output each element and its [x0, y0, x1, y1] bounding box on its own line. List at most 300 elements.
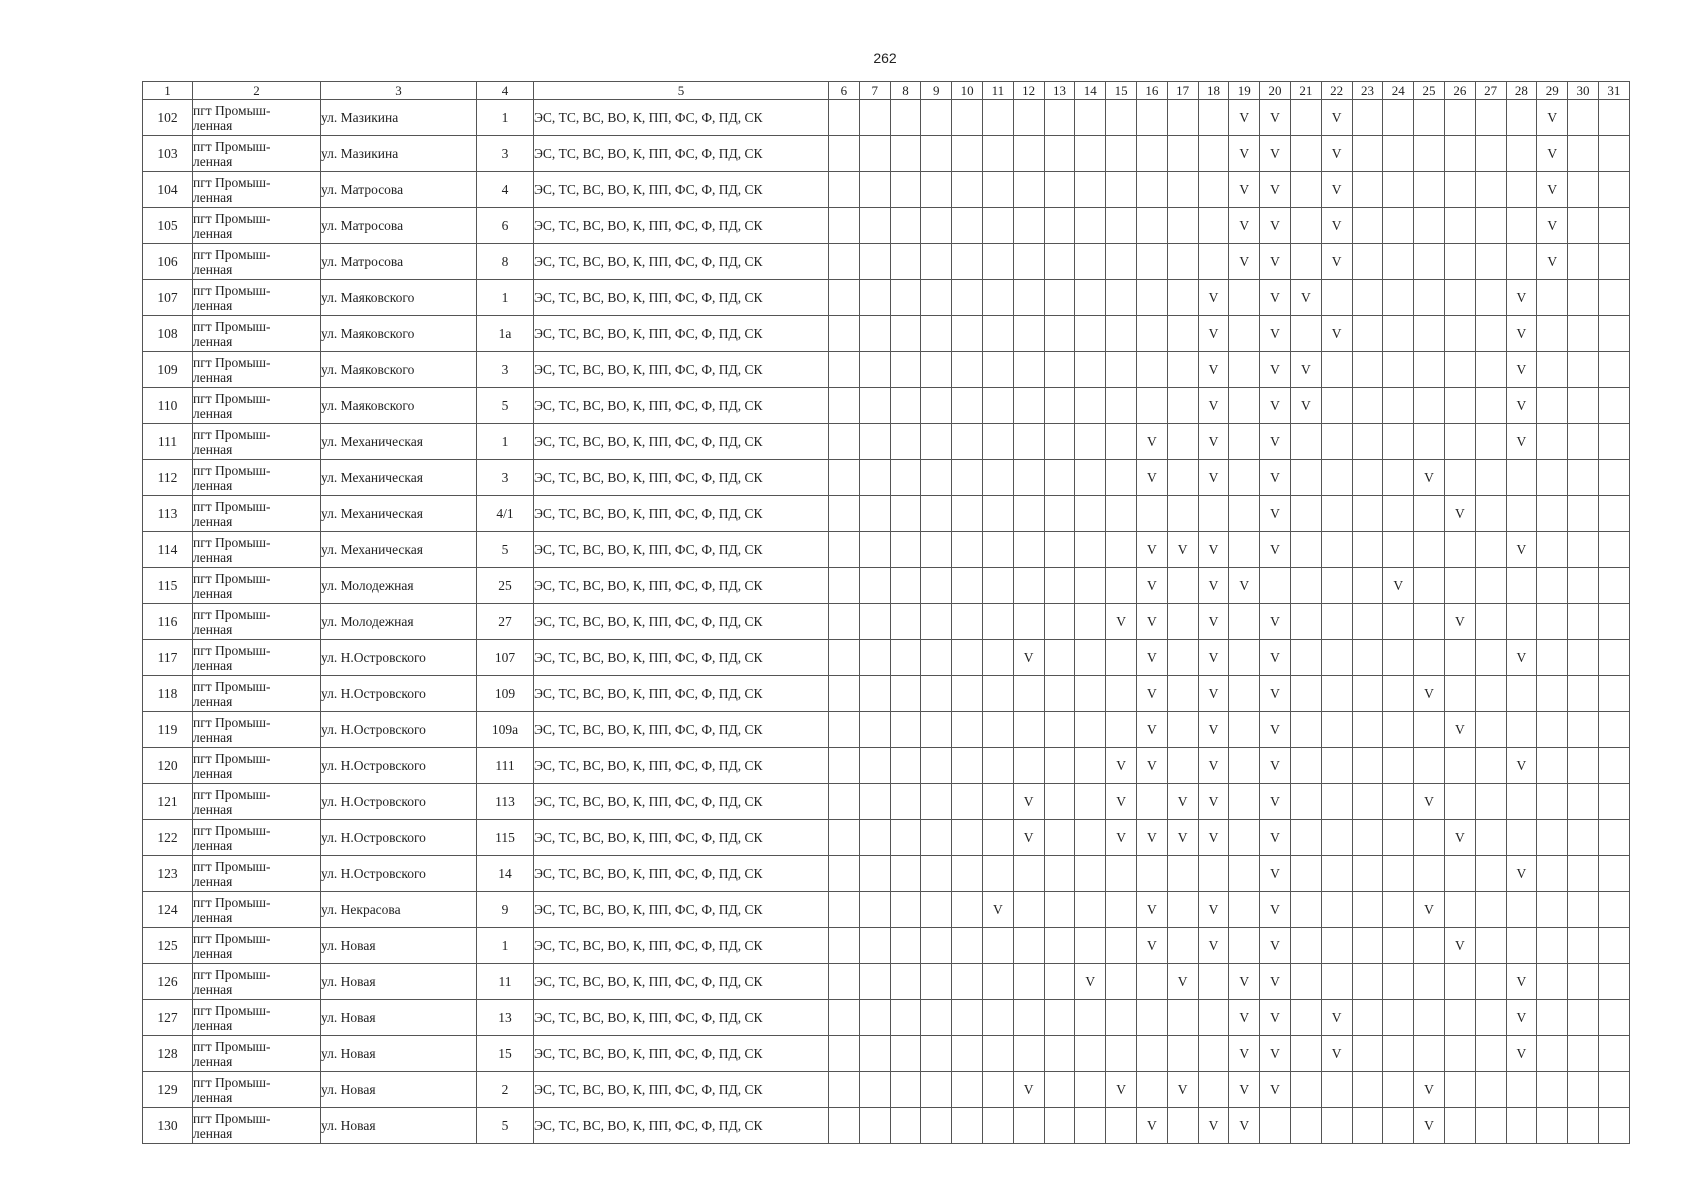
check-mark: V: [1260, 784, 1291, 820]
empty-cell: [1013, 136, 1044, 172]
check-mark: V: [1167, 964, 1198, 1000]
empty-cell: [1506, 820, 1537, 856]
empty-cell: [1044, 748, 1075, 784]
empty-cell: [829, 568, 860, 604]
empty-cell: [1044, 712, 1075, 748]
empty-cell: [1568, 208, 1599, 244]
table-header: [143, 82, 1630, 100]
empty-cell: [1321, 568, 1352, 604]
empty-cell: [1229, 676, 1260, 712]
empty-cell: [1229, 928, 1260, 964]
empty-cell: [1013, 1036, 1044, 1072]
check-mark: V: [1167, 1072, 1198, 1108]
empty-cell: [829, 1036, 860, 1072]
empty-cell: [1444, 892, 1475, 928]
empty-cell: [829, 604, 860, 640]
empty-cell: [1352, 244, 1383, 280]
empty-cell: [1537, 352, 1568, 388]
empty-cell: [829, 964, 860, 1000]
empty-cell: [952, 892, 983, 928]
locality-text: ленная: [193, 585, 233, 601]
empty-cell: [1414, 964, 1445, 1000]
empty-cell: [829, 676, 860, 712]
empty-cell: [1414, 496, 1445, 532]
locality-text: ленная: [193, 621, 233, 637]
empty-cell: [1475, 892, 1506, 928]
empty-cell: [1444, 640, 1475, 676]
locality-text: ленная: [193, 261, 233, 277]
systems-cell: ЭС, ТС, ВС, ВО, К, ПП, ФС, Ф, ПД, СК: [534, 892, 829, 928]
check-mark: V: [1136, 676, 1167, 712]
empty-cell: [1321, 820, 1352, 856]
house-cell: 109а: [477, 712, 534, 748]
check-mark: V: [1414, 676, 1445, 712]
check-mark: V: [1106, 748, 1137, 784]
check-mark: V: [1229, 1072, 1260, 1108]
empty-cell: [952, 100, 983, 136]
locality-text: пгт Промыш-: [193, 426, 271, 442]
locality-cell: [193, 964, 321, 1000]
locality-text: ленная: [193, 333, 233, 349]
locality-cell: [193, 424, 321, 460]
empty-cell: [1414, 136, 1445, 172]
empty-cell: [1383, 208, 1414, 244]
empty-cell: [1444, 676, 1475, 712]
empty-cell: [1383, 172, 1414, 208]
empty-cell: [1444, 244, 1475, 280]
locality-cell: [193, 460, 321, 496]
empty-cell: [1475, 712, 1506, 748]
check-mark: V: [1506, 352, 1537, 388]
check-mark: V: [1260, 280, 1291, 316]
empty-cell: [1229, 856, 1260, 892]
house-cell: 6: [477, 208, 534, 244]
street-cell: ул. Н.Островского: [321, 820, 477, 856]
empty-cell: [982, 1108, 1013, 1144]
check-mark: V: [1260, 352, 1291, 388]
check-mark: V: [1414, 784, 1445, 820]
systems-cell: ЭС, ТС, ВС, ВО, К, ПП, ФС, Ф, ПД, СК: [534, 604, 829, 640]
empty-cell: [982, 712, 1013, 748]
empty-cell: [1352, 424, 1383, 460]
locality-text: пгт Промыш-: [193, 786, 271, 802]
check-mark: V: [1414, 1072, 1445, 1108]
empty-cell: [1537, 1072, 1568, 1108]
empty-cell: [1044, 640, 1075, 676]
empty-cell: [952, 280, 983, 316]
house-cell: 109: [477, 676, 534, 712]
check-mark: V: [1537, 136, 1568, 172]
check-mark: V: [1198, 604, 1229, 640]
empty-cell: [859, 208, 890, 244]
check-mark: V: [1537, 100, 1568, 136]
empty-cell: [982, 244, 1013, 280]
empty-cell: [859, 964, 890, 1000]
check-mark: V: [1506, 424, 1537, 460]
empty-cell: [1598, 172, 1629, 208]
empty-cell: [1075, 604, 1106, 640]
locality-text: пгт Промыш-: [193, 966, 271, 982]
empty-cell: [1198, 496, 1229, 532]
empty-cell: [1537, 568, 1568, 604]
column-header-5: 5: [534, 82, 829, 100]
check-mark: V: [1260, 316, 1291, 352]
empty-cell: [1075, 280, 1106, 316]
empty-cell: [1013, 496, 1044, 532]
empty-cell: [1414, 388, 1445, 424]
register-table: [142, 81, 1630, 1144]
empty-cell: [1475, 640, 1506, 676]
empty-cell: [1568, 532, 1599, 568]
empty-cell: [1321, 640, 1352, 676]
empty-cell: [952, 784, 983, 820]
check-mark: V: [1290, 352, 1321, 388]
empty-cell: [952, 1000, 983, 1036]
empty-cell: [1136, 136, 1167, 172]
empty-cell: [1075, 1036, 1106, 1072]
locality-text: пгт Промыш-: [193, 174, 271, 190]
check-mark: V: [1321, 1036, 1352, 1072]
table-row: [143, 928, 1630, 964]
empty-cell: [890, 1000, 921, 1036]
empty-cell: [1537, 712, 1568, 748]
locality-text: пгт Промыш-: [193, 498, 271, 514]
empty-cell: [1013, 928, 1044, 964]
empty-cell: [1013, 316, 1044, 352]
empty-cell: [1290, 568, 1321, 604]
empty-cell: [829, 172, 860, 208]
empty-cell: [1414, 568, 1445, 604]
row-number: 102: [143, 100, 193, 136]
empty-cell: [952, 1072, 983, 1108]
empty-cell: [982, 280, 1013, 316]
empty-cell: [1075, 532, 1106, 568]
empty-cell: [1198, 1072, 1229, 1108]
empty-cell: [1506, 136, 1537, 172]
systems-cell: ЭС, ТС, ВС, ВО, К, ПП, ФС, Ф, ПД, СК: [534, 424, 829, 460]
check-mark: V: [1321, 208, 1352, 244]
empty-cell: [1475, 568, 1506, 604]
empty-cell: [1229, 460, 1260, 496]
empty-cell: [1075, 1108, 1106, 1144]
row-number: 103: [143, 136, 193, 172]
check-mark: V: [1444, 928, 1475, 964]
row-number: 105: [143, 208, 193, 244]
empty-cell: [982, 676, 1013, 712]
empty-cell: [1013, 1108, 1044, 1144]
check-mark: V: [1506, 532, 1537, 568]
empty-cell: [1598, 1072, 1629, 1108]
check-mark: V: [1260, 172, 1291, 208]
empty-cell: [1414, 424, 1445, 460]
check-mark: V: [1229, 964, 1260, 1000]
locality-text: ленная: [193, 981, 233, 997]
empty-cell: [921, 1036, 952, 1072]
street-cell: ул. Маяковского: [321, 280, 477, 316]
empty-cell: [1475, 748, 1506, 784]
locality-cell: [193, 352, 321, 388]
empty-cell: [1075, 928, 1106, 964]
empty-cell: [1598, 964, 1629, 1000]
empty-cell: [1106, 964, 1137, 1000]
locality-text: ленная: [193, 837, 233, 853]
house-cell: 4/1: [477, 496, 534, 532]
table-row: [143, 496, 1630, 532]
empty-cell: [1568, 352, 1599, 388]
empty-cell: [952, 568, 983, 604]
empty-cell: [1075, 676, 1106, 712]
empty-cell: [1136, 856, 1167, 892]
column-header-9: 9: [921, 82, 952, 100]
empty-cell: [982, 388, 1013, 424]
empty-cell: [1444, 856, 1475, 892]
empty-cell: [1568, 640, 1599, 676]
street-cell: ул. Молодежная: [321, 568, 477, 604]
locality-cell: [193, 712, 321, 748]
empty-cell: [1013, 964, 1044, 1000]
empty-cell: [1444, 136, 1475, 172]
empty-cell: [1537, 748, 1568, 784]
systems-cell: ЭС, ТС, ВС, ВО, К, ПП, ФС, Ф, ПД, СК: [534, 928, 829, 964]
empty-cell: [952, 928, 983, 964]
check-mark: V: [1106, 604, 1137, 640]
check-mark: V: [1106, 784, 1137, 820]
empty-cell: [1106, 892, 1137, 928]
empty-cell: [1568, 460, 1599, 496]
empty-cell: [1321, 964, 1352, 1000]
street-cell: ул. Маяковского: [321, 316, 477, 352]
check-mark: V: [1444, 604, 1475, 640]
empty-cell: [952, 712, 983, 748]
systems-cell: ЭС, ТС, ВС, ВО, К, ПП, ФС, Ф, ПД, СК: [534, 460, 829, 496]
empty-cell: [1044, 532, 1075, 568]
empty-cell: [952, 460, 983, 496]
check-mark: V: [1198, 676, 1229, 712]
empty-cell: [1075, 568, 1106, 604]
empty-cell: [1106, 712, 1137, 748]
systems-cell: ЭС, ТС, ВС, ВО, К, ПП, ФС, Ф, ПД, СК: [534, 856, 829, 892]
table-row: [143, 856, 1630, 892]
check-mark: V: [1537, 244, 1568, 280]
locality-text: ленная: [193, 117, 233, 133]
empty-cell: [1383, 856, 1414, 892]
empty-cell: [982, 496, 1013, 532]
empty-cell: [890, 496, 921, 532]
row-number: 125: [143, 928, 193, 964]
empty-cell: [1598, 532, 1629, 568]
empty-cell: [890, 352, 921, 388]
column-header-30: 30: [1568, 82, 1599, 100]
check-mark: V: [1260, 424, 1291, 460]
empty-cell: [1136, 172, 1167, 208]
empty-cell: [1106, 316, 1137, 352]
empty-cell: [1229, 280, 1260, 316]
empty-cell: [1290, 820, 1321, 856]
empty-cell: [890, 460, 921, 496]
empty-cell: [1290, 100, 1321, 136]
empty-cell: [1506, 604, 1537, 640]
empty-cell: [1106, 856, 1137, 892]
street-cell: ул. Матросова: [321, 208, 477, 244]
empty-cell: [890, 424, 921, 460]
empty-cell: [1044, 460, 1075, 496]
empty-cell: [1321, 748, 1352, 784]
column-header-10: 10: [952, 82, 983, 100]
empty-cell: [1444, 460, 1475, 496]
street-cell: ул. Механическая: [321, 532, 477, 568]
empty-cell: [859, 496, 890, 532]
table-row: [143, 568, 1630, 604]
check-mark: V: [1198, 460, 1229, 496]
house-cell: 1а: [477, 316, 534, 352]
check-mark: V: [1260, 820, 1291, 856]
empty-cell: [1136, 784, 1167, 820]
empty-cell: [829, 1000, 860, 1036]
empty-cell: [1290, 784, 1321, 820]
empty-cell: [1013, 892, 1044, 928]
empty-cell: [921, 604, 952, 640]
locality-text: ленная: [193, 729, 233, 745]
empty-cell: [1352, 208, 1383, 244]
locality-text: ленная: [193, 873, 233, 889]
systems-cell: ЭС, ТС, ВС, ВО, К, ПП, ФС, Ф, ПД, СК: [534, 964, 829, 1000]
empty-cell: [1106, 424, 1137, 460]
row-number: 130: [143, 1108, 193, 1144]
empty-cell: [1167, 388, 1198, 424]
empty-cell: [1568, 676, 1599, 712]
systems-cell: ЭС, ТС, ВС, ВО, К, ПП, ФС, Ф, ПД, СК: [534, 568, 829, 604]
check-mark: V: [1106, 820, 1137, 856]
empty-cell: [982, 1000, 1013, 1036]
empty-cell: [1506, 712, 1537, 748]
empty-cell: [1044, 784, 1075, 820]
check-mark: V: [1506, 640, 1537, 676]
systems-cell: ЭС, ТС, ВС, ВО, К, ПП, ФС, Ф, ПД, СК: [534, 1000, 829, 1036]
locality-text: пгт Промыш-: [193, 678, 271, 694]
table-body: [143, 100, 1630, 1144]
empty-cell: [1383, 604, 1414, 640]
empty-cell: [1136, 388, 1167, 424]
house-cell: 25: [477, 568, 534, 604]
empty-cell: [1568, 604, 1599, 640]
column-header-26: 26: [1444, 82, 1475, 100]
table-row: [143, 1000, 1630, 1036]
column-header-21: 21: [1290, 82, 1321, 100]
locality-cell: [193, 604, 321, 640]
empty-cell: [1444, 424, 1475, 460]
locality-text: ленная: [193, 1089, 233, 1105]
empty-cell: [1044, 1000, 1075, 1036]
street-cell: ул. Молодежная: [321, 604, 477, 640]
street-cell: ул. Н.Островского: [321, 712, 477, 748]
empty-cell: [1167, 1000, 1198, 1036]
empty-cell: [1167, 316, 1198, 352]
empty-cell: [1075, 496, 1106, 532]
locality-cell: [193, 748, 321, 784]
empty-cell: [1229, 424, 1260, 460]
empty-cell: [1167, 640, 1198, 676]
empty-cell: [1475, 172, 1506, 208]
systems-cell: ЭС, ТС, ВС, ВО, К, ПП, ФС, Ф, ПД, СК: [534, 280, 829, 316]
empty-cell: [1075, 136, 1106, 172]
check-mark: V: [1136, 748, 1167, 784]
empty-cell: [1598, 748, 1629, 784]
table-row: [143, 640, 1630, 676]
empty-cell: [1475, 424, 1506, 460]
check-mark: V: [1260, 712, 1291, 748]
locality-text: пгт Промыш-: [193, 1002, 271, 1018]
empty-cell: [1506, 100, 1537, 136]
empty-cell: [982, 532, 1013, 568]
empty-cell: [1044, 928, 1075, 964]
empty-cell: [1321, 928, 1352, 964]
empty-cell: [1075, 208, 1106, 244]
table-row: [143, 1072, 1630, 1108]
empty-cell: [1506, 568, 1537, 604]
empty-cell: [1568, 964, 1599, 1000]
locality-text: пгт Промыш-: [193, 534, 271, 550]
empty-cell: [1167, 496, 1198, 532]
empty-cell: [1075, 820, 1106, 856]
street-cell: ул. Н.Островского: [321, 784, 477, 820]
empty-cell: [859, 676, 890, 712]
empty-cell: [921, 172, 952, 208]
empty-cell: [1013, 244, 1044, 280]
row-number: 109: [143, 352, 193, 388]
house-cell: 5: [477, 532, 534, 568]
street-cell: ул. Н.Островского: [321, 676, 477, 712]
empty-cell: [1383, 1108, 1414, 1144]
locality-text: ленная: [193, 549, 233, 565]
check-mark: V: [1136, 1108, 1167, 1144]
empty-cell: [1568, 316, 1599, 352]
empty-cell: [1568, 820, 1599, 856]
empty-cell: [1537, 496, 1568, 532]
empty-cell: [1106, 244, 1137, 280]
empty-cell: [1568, 568, 1599, 604]
empty-cell: [1506, 172, 1537, 208]
empty-cell: [1568, 496, 1599, 532]
check-mark: V: [1167, 784, 1198, 820]
house-cell: 115: [477, 820, 534, 856]
empty-cell: [1383, 460, 1414, 496]
check-mark: V: [1136, 424, 1167, 460]
column-header-12: 12: [1013, 82, 1044, 100]
empty-cell: [1290, 1000, 1321, 1036]
empty-cell: [1075, 748, 1106, 784]
empty-cell: [1167, 1036, 1198, 1072]
empty-cell: [921, 280, 952, 316]
empty-cell: [1506, 496, 1537, 532]
empty-cell: [1537, 856, 1568, 892]
empty-cell: [859, 316, 890, 352]
check-mark: V: [1198, 748, 1229, 784]
empty-cell: [1136, 100, 1167, 136]
empty-cell: [890, 208, 921, 244]
systems-cell: ЭС, ТС, ВС, ВО, К, ПП, ФС, Ф, ПД, СК: [534, 388, 829, 424]
table-row: [143, 820, 1630, 856]
empty-cell: [1321, 424, 1352, 460]
check-mark: V: [1260, 964, 1291, 1000]
page-number: 262: [873, 50, 897, 66]
empty-cell: [829, 244, 860, 280]
empty-cell: [1290, 244, 1321, 280]
empty-cell: [890, 172, 921, 208]
empty-cell: [1598, 208, 1629, 244]
empty-cell: [952, 388, 983, 424]
empty-cell: [1444, 316, 1475, 352]
empty-cell: [1044, 280, 1075, 316]
